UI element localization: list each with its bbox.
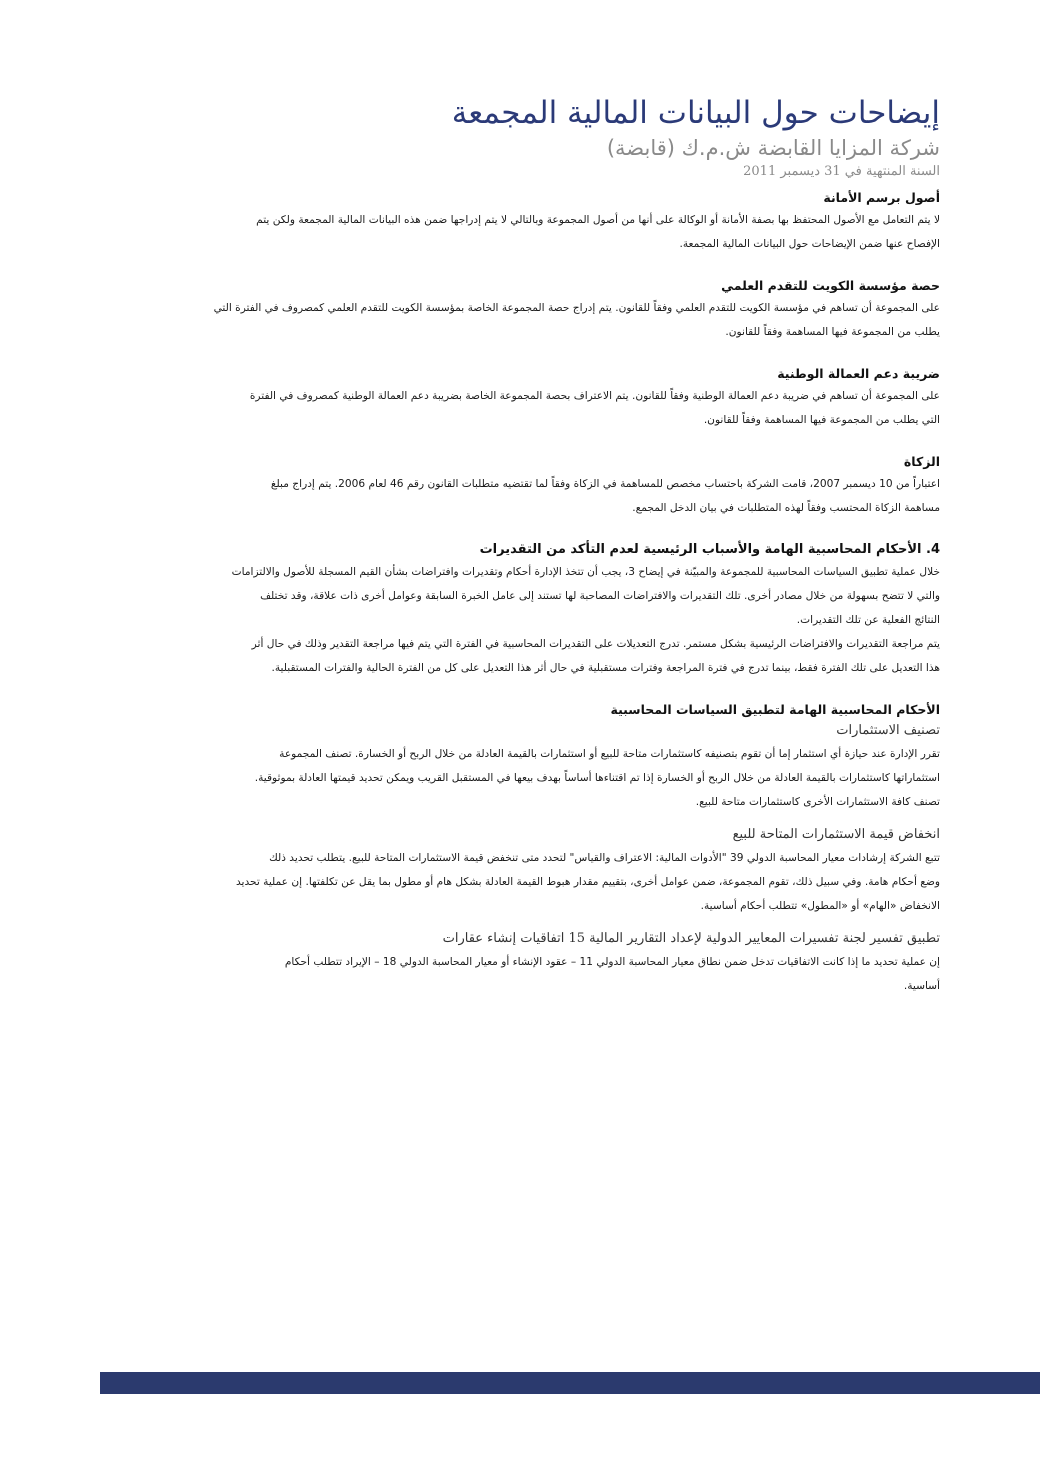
- page-title: إيضاحات حول البيانات المالية المجمعة: [451, 95, 940, 131]
- paragraph-line: تصنف كافة الاستثمارات الأخرى كاستثمارات متاحة للبيع.: [695, 796, 940, 808]
- paragraph-line: أساسية.: [903, 980, 940, 992]
- paragraph-line: الانخفاض «الهام» أو «المطول» تتطلب أحكام أساسية.: [700, 900, 940, 912]
- subsection-heading: تطبيق تفسير لجنة تفسيرات المعايير الدولية لإعداد التقارير المالية 15 اتفاقيات إنشاء عقارات: [442, 931, 940, 946]
- section-heading: 4. الأحكام المحاسبية الهامة والأسباب الرئيسية لعدم التأكد من التقديرات: [479, 542, 940, 557]
- section-kfas: [118, 276, 940, 344]
- paragraph-line: الإفصاح عنها ضمن الإيضاحات حول البيانات المالية المجمعة.: [679, 238, 940, 250]
- paragraph-line: تتبع الشركة إرشادات معيار المحاسبة الدولي 39 "الأدوات المالية: الاعتراف والقياس" لتحدد متى تنخفض قيمة الاستثمارات المتاحة للبيع. يتطلب تحديد ذلك: [269, 852, 940, 864]
- paragraph-line: خلال عملية تطبيق السياسات المحاسبية للمجموعة والمبيّنة في إيضاح 3، يجب أن تتخذ الإدارة أحكام وتقديرات وافتراضات بشأن القيم المسجلة للأصول والالتزامات: [231, 566, 940, 578]
- document-page: [118, 92, 940, 998]
- section-heading: ضريبة دعم العمالة الوطنية: [777, 366, 940, 381]
- section-judgements: [118, 540, 940, 680]
- subsection-heading: انخفاض قيمة الاستثمارات المتاحة للبيع: [732, 827, 940, 842]
- paragraph-line: يتم مراجعة التقديرات والافتراضات الرئيسية بشكل مستمر. تدرج التعديلات على التقديرات المحاسبية في الفترة التي يتم فيها مراجعة التقدير وذلك في حال أثر: [251, 638, 940, 650]
- paragraph-line: هذا التعديل على تلك الفترة فقط، بينما تدرج في فترة المراجعة وفترات مستقبلية في حال أثر هذا التعديل على كل من الفترة الحالية والفترات المستقبلية.: [271, 662, 940, 674]
- paragraph-line: على المجموعة أن تساهم في ضريبة دعم العمالة الوطنية وفقاً للقانون. يتم الاعتراف بحصة المجموعة الخاصة بضريبة دعم العمالة الوطنية كمصروف في الفترة: [249, 390, 940, 402]
- period-label: السنة المنتهية في 31 ديسمبر 2011: [743, 164, 940, 179]
- paragraph-line: لا يتم التعامل مع الأصول المحتفظ بها بصفة الأمانة أو الوكالة على أنها من أصول المجموعة وبالتالي لا يتم إدراجها ضمن هذه البيانات المالية المجمعة ولكن يتم: [256, 214, 940, 226]
- section-heading: الزكاة: [903, 454, 940, 469]
- paragraph-line: يطلب من المجموعة فيها المساهمة وفقاً للقانون.: [725, 326, 940, 338]
- paragraph-line: مساهمة الزكاة المحتسب وفقاً لهذه المتطلبات في بيان الدخل المجمع.: [632, 502, 940, 514]
- paragraph-line: استثماراتها كاستثمارات بالقيمة العادلة من خلال الربح أو الخسارة إذا تم اقتناءها أساساً بهدف بيعها في المستقبل القريب ويمكن تحديد قيمتها العادلة بموثوقية.: [254, 772, 940, 784]
- paragraph-line: إن عملية تحديد ما إذا كانت الاتفاقيات تدخل ضمن نطاق معيار المحاسبة الدولي 11 – عقود الإنشاء أو معيار المحاسبة الدولي 18 – الإيراد تتطلب أحكام: [284, 956, 940, 968]
- company-name: شركة المزايا القابضة ش.م.ك (قابضة): [606, 136, 940, 160]
- section-policies: [118, 700, 940, 998]
- paragraph-line: اعتباراً من 10 ديسمبر 2007، قامت الشركة باحتساب مخصص للمساهمة في الزكاة وفقاً لما تقتضيه متطلبات القانون رقم 46 لعام 2006. يتم إدراج مبلغ: [270, 478, 940, 490]
- paragraph-line: النتائج الفعلية عن تلك التقديرات.: [796, 614, 940, 626]
- section-zakat: [118, 452, 940, 520]
- paragraph-line: التي يطلب من المجموعة فيها المساهمة وفقاً للقانون.: [703, 414, 940, 426]
- section-heading: أصول برسم الأمانة: [823, 190, 940, 205]
- paragraph-line: وضع أحكام هامة. وفي سبيل ذلك، تقوم المجموعة، ضمن عوامل أخرى، بتقييم مقدار هبوط القيمة العادلة بشكل هام أو مطول بما يقل عن تكلفتها. إن عملية تحديد: [235, 876, 940, 888]
- paragraph-line: على المجموعة أن تساهم في مؤسسة الكويت للتقدم العلمي وفقاً للقانون. يتم إدراج حصة المجموعة الخاصة بمؤسسة الكويت للتقدم العلمي كمصروف في الفترة التي: [213, 302, 940, 314]
- paragraph-line: تقرر الإدارة عند حيازة أي استثمار إما أن تقوم بتصنيفه كاستثمارات متاحة للبيع أو استثمارات بالقيمة العادلة من خلال الربح أو الخسارة. تصنف المجموعة: [279, 748, 940, 760]
- section-heading: الأحكام المحاسبية الهامة لتطبيق السياسات المحاسبية: [610, 702, 940, 717]
- section-trust-assets: [118, 188, 940, 256]
- section-heading: حصة مؤسسة الكويت للتقدم العلمي: [721, 278, 940, 293]
- paragraph-line: والتي لا تتضح بسهولة من خلال مصادر أخرى. تلك التقديرات والافتراضات المصاحبة لها تستند إلى عامل الخبرة السابقة وعوامل أخرى ذات علاقة، وقد تختلف: [260, 590, 940, 602]
- footer-bar: [100, 1372, 1040, 1394]
- subsection-heading: تصنيف الاستثمارات: [836, 723, 940, 738]
- section-nlst: [118, 364, 940, 432]
